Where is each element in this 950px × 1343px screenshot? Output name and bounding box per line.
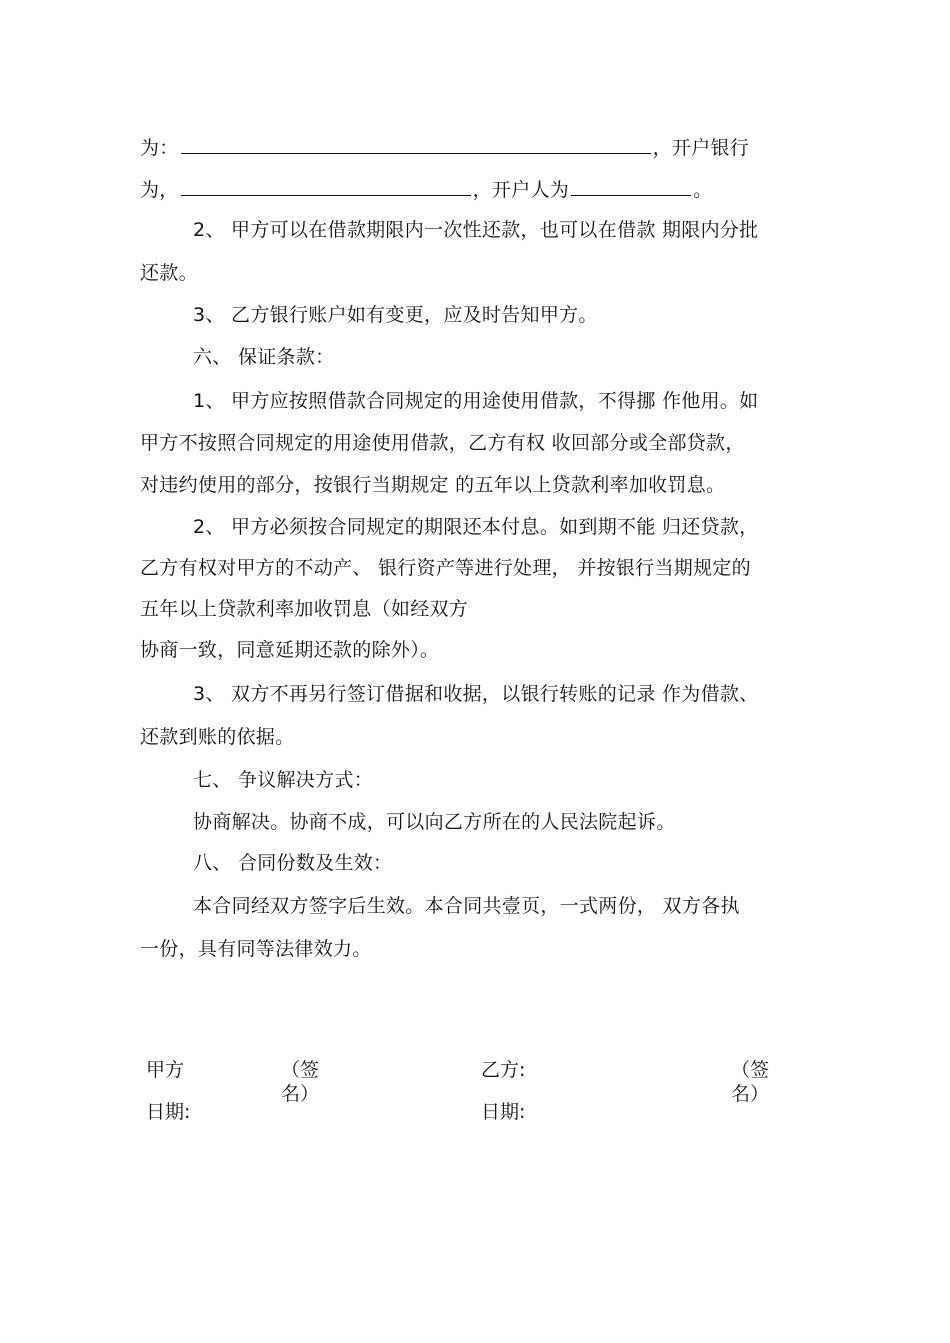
holder-name-blank <box>571 178 691 196</box>
clause-6-2-line-3: 五年以上贷款利率加收罚息（如经双方 <box>140 598 469 620</box>
clause-6-3-line-1: 3、 双方不再另行签订借据和收据，以银行转账的记录 作为借款、 <box>193 683 759 705</box>
party-b-sign-line-2: 名） <box>731 1083 770 1105</box>
clause-6-2-line-1: 2、 甲方必须按合同规定的期限还本付息。如到期不能 归还贷款， <box>193 516 759 538</box>
clause-6-1-line-2: 甲方不按照合同规定的用途使用借款，乙方有权 收回部分或全部贷款， <box>140 432 745 454</box>
party-a-date-label: 日期: <box>146 1101 191 1123</box>
bank-name-blank <box>181 178 471 196</box>
section-7-heading: 七、 争议解决方式： <box>193 769 374 791</box>
clause-7: 协商解决。协商不成，可以向乙方所在的人民法院起诉。 <box>193 811 676 833</box>
clause-6-1-line-1: 1、 甲方应按照借款合同规定的用途使用借款，不得挪 作他用。如 <box>193 390 759 412</box>
holder-label: ，开户人为 <box>472 179 570 201</box>
bank-label: ，开户银行 <box>652 137 750 159</box>
account-line-1 <box>140 136 749 158</box>
clause-8-line-1: 本合同经双方签字后生效。本合同共壹页，一式两份， 双方各执 <box>193 895 740 917</box>
account-line-2 <box>140 178 712 200</box>
clause-6-2-line-4: 协商一致，同意延期还款的除外）。 <box>140 639 440 661</box>
clause-5-2-line-1: 2、 甲方可以在借款期限内一次性还款，也可以在借款 期限内分批 <box>193 219 759 241</box>
clause-6-3-line-2: 还款到账的依据。 <box>140 726 295 748</box>
section-6-heading: 六、 保证条款： <box>193 346 335 368</box>
clause-6-1-line-3: 对违约使用的部分，按银行当期规定 的五年以上贷款利率加收罚息。 <box>140 474 726 496</box>
clause-6-2-line-2: 乙方有权对甲方的不动产、 银行资产等进行处理， 并按银行当期规定的 <box>140 557 751 579</box>
period: 。 <box>693 179 713 201</box>
party-b-sign-line-1: （签 <box>731 1059 770 1081</box>
party-a-sign-line-1: （签 <box>281 1059 320 1081</box>
clause-5-3: 3、 乙方银行账户如有变更，应及时告知甲方。 <box>193 304 598 326</box>
clause-5-2-line-2: 还款。 <box>140 262 198 284</box>
party-b-date-label: 日期: <box>481 1101 526 1123</box>
clause-8-line-2: 一份，具有同等法律效力。 <box>140 938 372 960</box>
party-b-label: 乙方: <box>481 1059 526 1081</box>
party-a-label: 甲方 <box>146 1059 185 1081</box>
account-label: 为： <box>140 137 179 159</box>
bank-label-cont: 为， <box>140 179 179 201</box>
account-number-blank <box>181 136 651 154</box>
party-a-sign-line-2: 名） <box>281 1083 320 1105</box>
section-8-heading: 八、 合同份数及生效： <box>193 852 393 874</box>
